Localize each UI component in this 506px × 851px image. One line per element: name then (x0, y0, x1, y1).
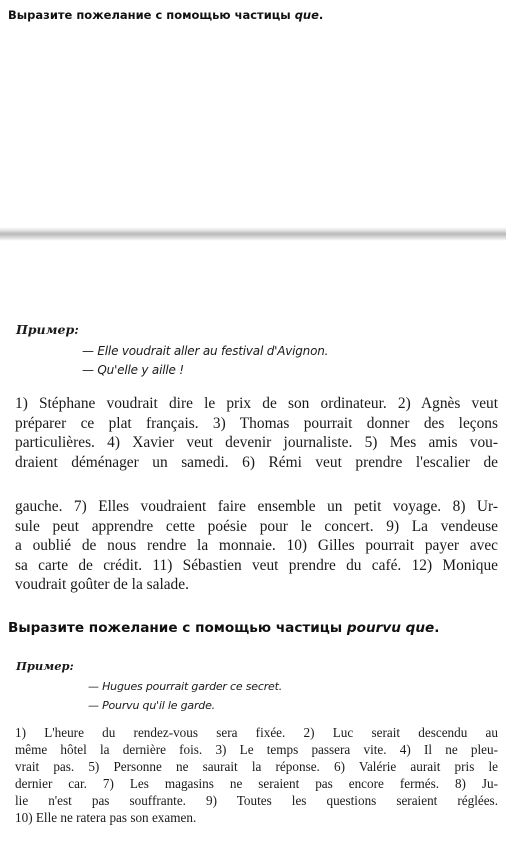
heading-end: . (434, 620, 440, 636)
exercise-text-2 (15, 725, 498, 826)
exercise-heading-que (8, 8, 323, 22)
text-line: voudrait goûter de la salade. (15, 576, 189, 594)
text-line: gauche. 7) Elles voudraient faire ensemble un petit voyage. 8) Ur- (15, 498, 498, 515)
heading-text: Выразите пожелание с помощью частицы (8, 8, 295, 22)
text-line: 1) L'heure du rendez-vous sera fixée. 2) Luc serait descendu au (15, 725, 498, 740)
text-line: dernier car. 7) Les magasins ne seraient pas encore fermés. 8) Ju- (15, 775, 498, 791)
example-label: Пример: (16, 322, 79, 337)
page-divider (0, 227, 506, 241)
text-line: draient déménager un samedi. 6) Rémi veut prendre l'escalier de (15, 453, 498, 471)
text-line: a oublié de nous rendre la monnaie. 10) Gilles pourrait payer avec (15, 537, 498, 555)
heading-end: . (318, 8, 324, 22)
text-line: sa carte de crédit. 11) Sébastien veut prendre du café. 12) Monique (15, 556, 498, 574)
text-line: préparer ce plat français. 3) Thomas pourrait donner des leçons (15, 414, 498, 432)
text-line: sule peut apprendre cette poésie pour le concert. 9) La vendeuse (15, 517, 498, 535)
text-line: particulières. 4) Xavier veut devenir journaliste. 5) Mes amis vou- (15, 434, 498, 452)
text-line: vrait pas. 5) Personne ne saurait la réponse. 6) Valérie aurait pris le (15, 758, 498, 774)
example-line: — Elle voudrait aller au festival d'Avignon. (82, 344, 329, 358)
example-line: — Qu'elle y aille ! (82, 363, 184, 377)
text-line: lie n'est pas souffrante. 9) Toutes les questions seraient réglées. (15, 792, 498, 808)
text-line: 1) Stéphane voudrait dire le prix de son ordinateur. 2) Agnès veut (15, 395, 498, 412)
example-line: — Pourvu qu'il le garde. (88, 699, 215, 712)
example-line: — Hugues pourrait garder ce secret. (88, 680, 282, 693)
heading-particle: pourvu que (346, 620, 435, 636)
text-line: 10) Elle ne ratera pas son examen. (15, 809, 197, 825)
example-label: Пример: (16, 659, 74, 673)
exercise-text-part1 (15, 394, 498, 472)
heading-text: Выразите пожелание с помощью частицы (8, 620, 347, 636)
exercise-text-part2 (15, 497, 498, 595)
text-line: même hôtel la dernière fois. 3) Le temps passera vite. 4) Il ne pleu- (15, 741, 498, 757)
heading-particle: que (294, 8, 319, 22)
exercise-heading-pourvu-que (8, 620, 439, 636)
